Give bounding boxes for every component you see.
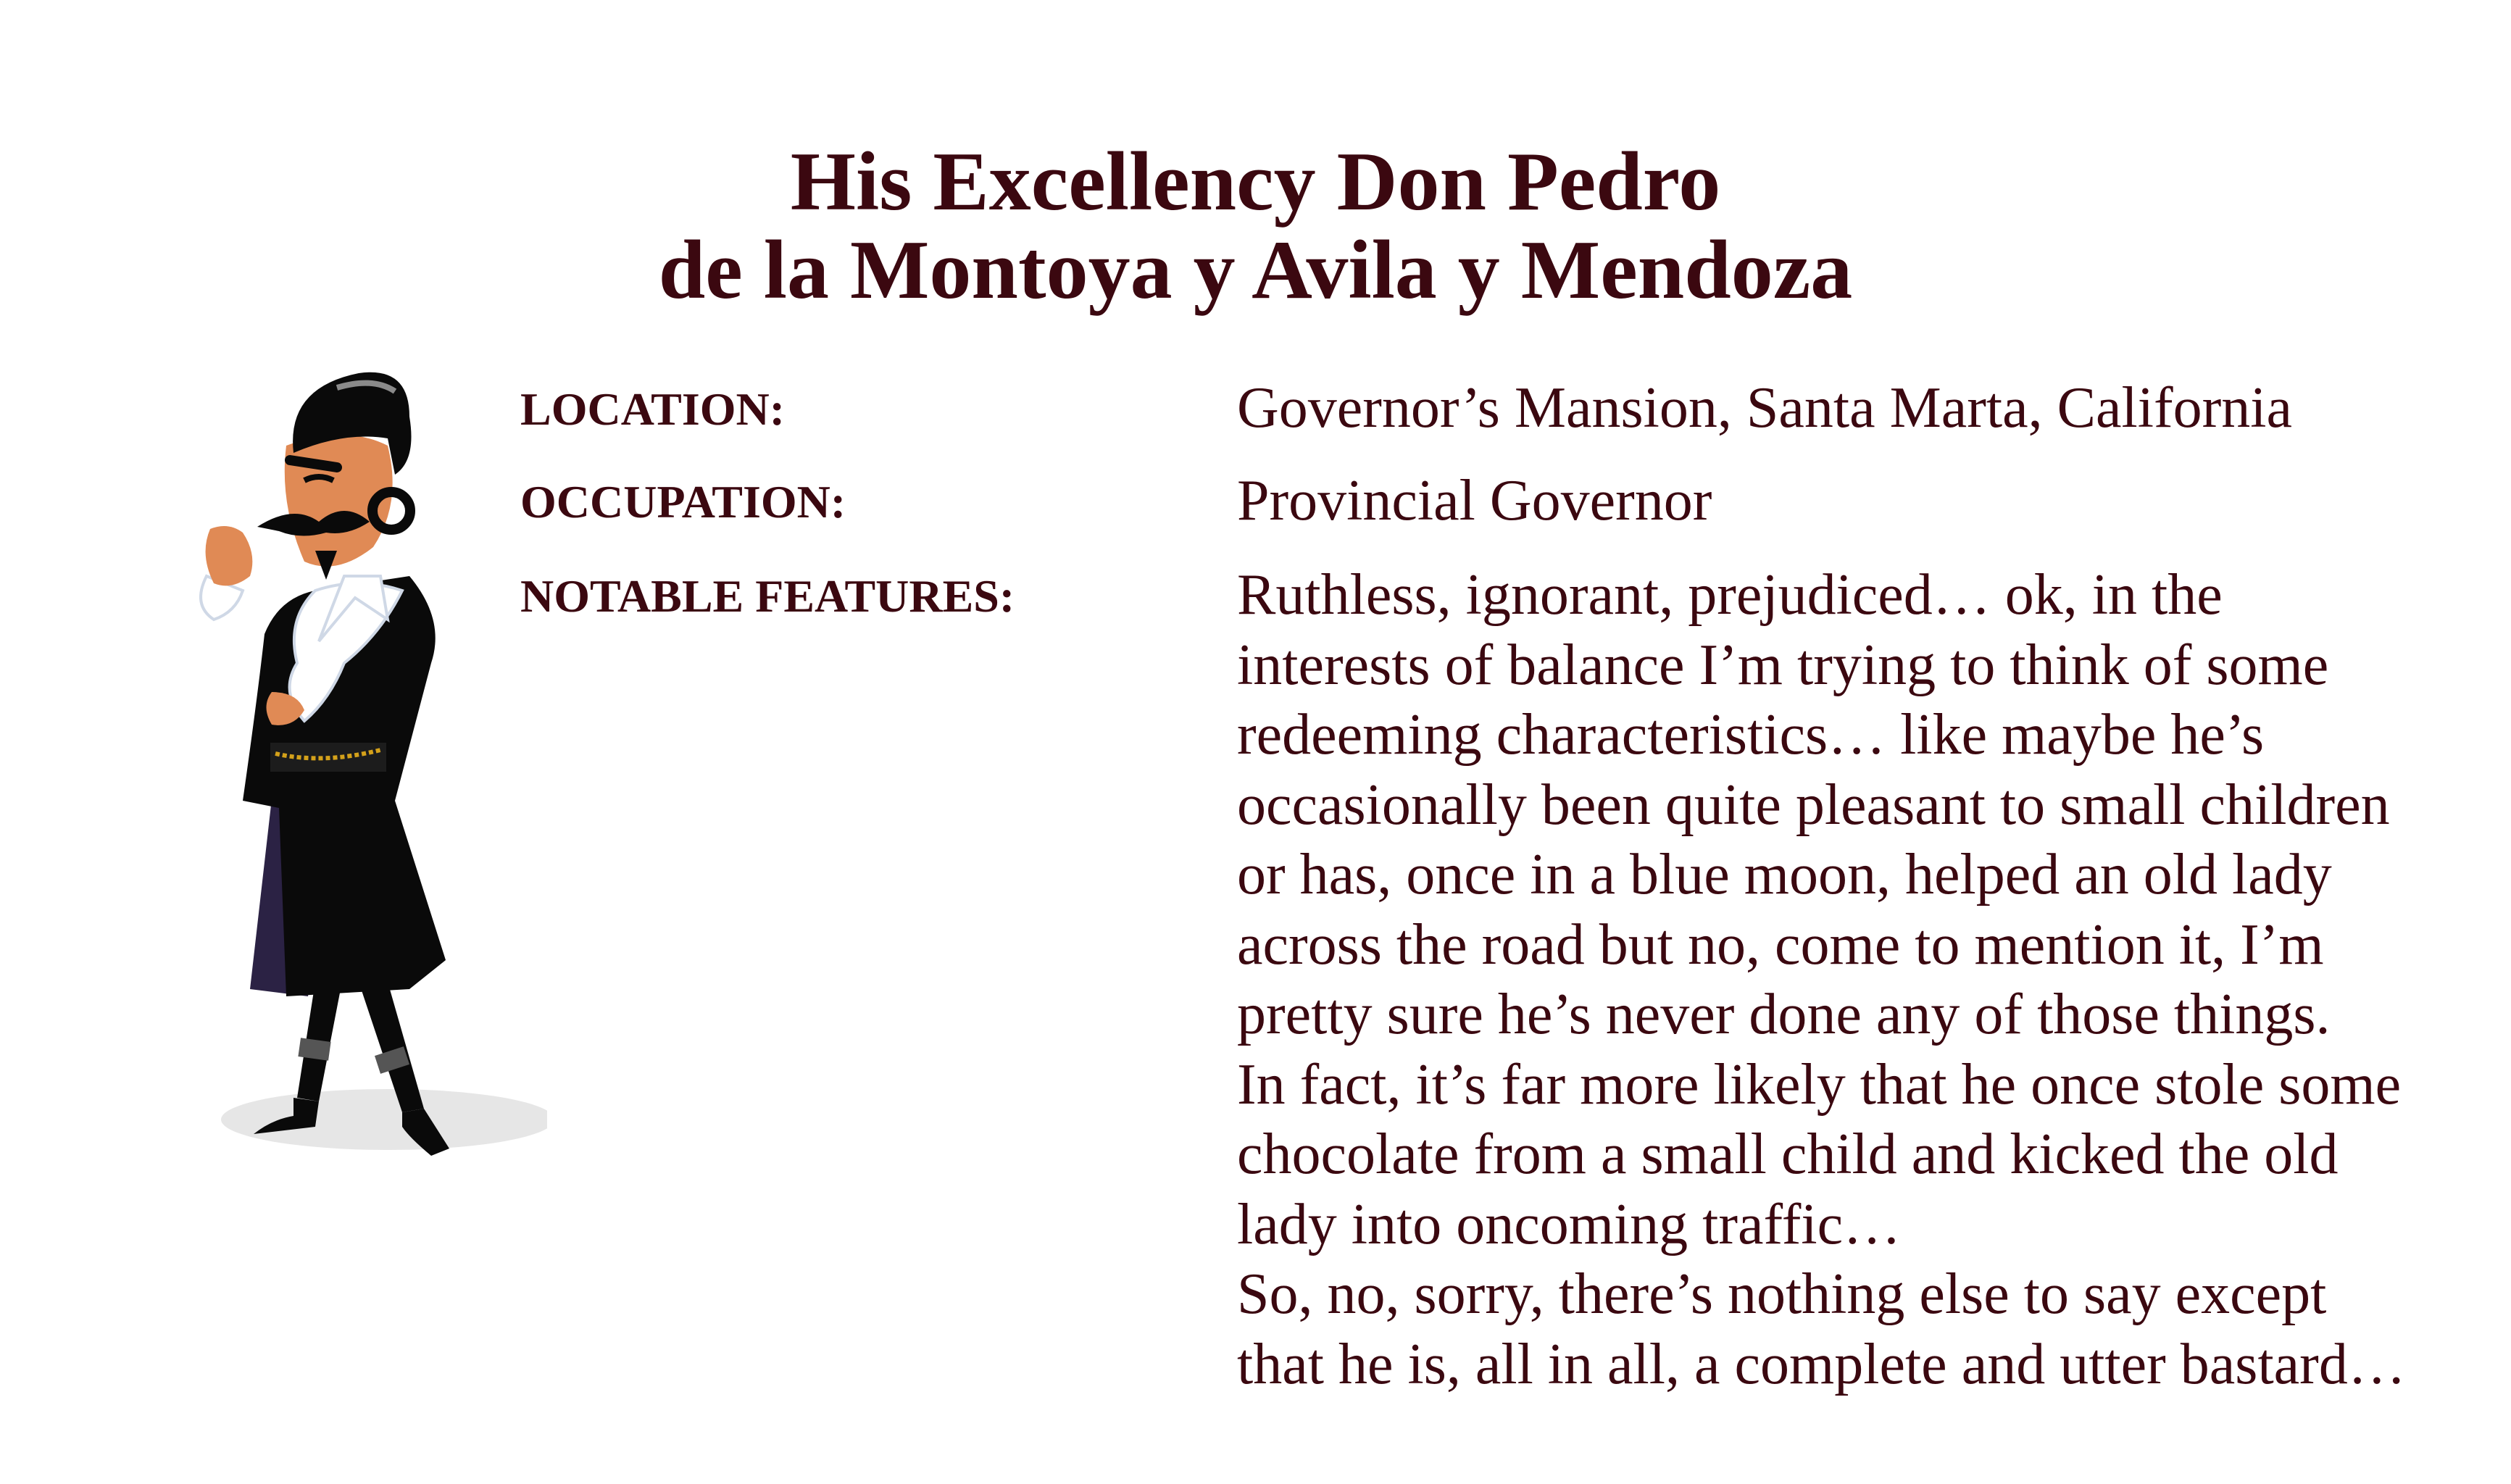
notes-line: that he is, all in all, a complete and utter bastard… xyxy=(1237,1332,2406,1396)
notes-line: interests of balance I’m trying to think of some xyxy=(1237,633,2329,697)
notable-features-label: NOTABLE FEATURES: xyxy=(520,570,1015,622)
notes-line: pretty sure he’s never done any of those things. xyxy=(1237,983,2331,1046)
notable-features-text xyxy=(1237,560,2406,1399)
notes-line: chocolate from a small child and kicked the old xyxy=(1237,1122,2339,1186)
notes-line: In fact, it’s far more likely that he once stole some xyxy=(1237,1052,2402,1117)
villain-illustration xyxy=(170,359,547,1170)
title-line-2: de la Montoya y Avila y Mendoza xyxy=(658,224,1853,317)
location-value: Governor’s Mansion, Santa Marta, California xyxy=(1237,376,2292,440)
notes-line: or has, once in a blue moon, helped an old lady xyxy=(1237,843,2332,906)
notes-line: lady into oncoming traffic… xyxy=(1237,1192,1902,1256)
occupation-value: Provincial Governor xyxy=(1237,469,1712,533)
notes-line: across the road but no, come to mention it, I’m xyxy=(1237,912,2324,977)
title-line-1: His Excellency Don Pedro xyxy=(790,136,1721,228)
eyebrow xyxy=(290,460,337,467)
occupation-label: OCCUPATION: xyxy=(520,476,846,528)
ground-shadow xyxy=(221,1089,547,1150)
raised-hand xyxy=(206,526,253,585)
notes-line: So, no, sorry, there’s nothing else to say except xyxy=(1237,1262,2327,1326)
notes-line: redeeming characteristics… like maybe he’s xyxy=(1237,703,2265,767)
location-label: LOCATION: xyxy=(520,383,786,435)
page-title xyxy=(0,136,2511,317)
notes-line: Ruthless, ignorant, prejudiced… ok, in the xyxy=(1237,563,2223,627)
notes-line: occasionally been quite pleasant to small children xyxy=(1237,772,2390,837)
